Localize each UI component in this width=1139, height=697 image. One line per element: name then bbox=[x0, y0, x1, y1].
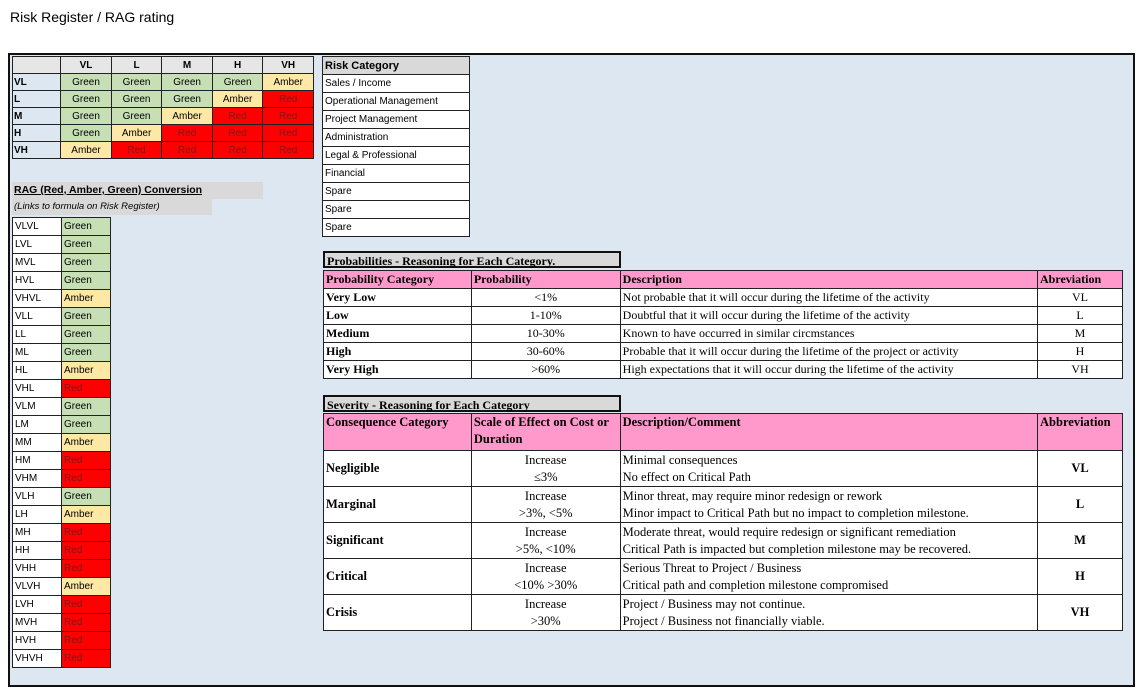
risk-category-row bbox=[323, 129, 470, 147]
conversion-key: VLL bbox=[13, 308, 62, 326]
matrix-row bbox=[13, 142, 314, 159]
conversion-value: Green bbox=[62, 308, 111, 326]
matrix-col-header: VH bbox=[263, 57, 314, 74]
prob-abbreviation: VL bbox=[1038, 289, 1123, 307]
matrix-cell: Amber bbox=[212, 91, 263, 108]
prob-category: Medium bbox=[324, 325, 472, 343]
conversion-row bbox=[13, 344, 111, 362]
conversion-value: Amber bbox=[62, 362, 111, 380]
risk-category-item: Spare bbox=[323, 183, 470, 201]
sev-scale bbox=[471, 451, 620, 487]
conversion-key: HL bbox=[13, 362, 62, 380]
conversion-key: MVH bbox=[13, 614, 62, 632]
matrix-cell: Green bbox=[162, 74, 213, 91]
matrix-row bbox=[13, 125, 314, 142]
matrix-cell: Amber bbox=[162, 108, 213, 125]
conversion-key: LL bbox=[13, 326, 62, 344]
risk-category-item: Financial bbox=[323, 165, 470, 183]
matrix-cell: Green bbox=[61, 74, 112, 91]
rag-conversion-note-block bbox=[12, 199, 212, 215]
probability-row bbox=[324, 325, 1123, 343]
matrix-cell: Red bbox=[212, 142, 263, 159]
conversion-value: Green bbox=[62, 488, 111, 506]
matrix-cell: Red bbox=[162, 125, 213, 142]
sev-category: Negligible bbox=[324, 451, 472, 487]
conversion-key: HM bbox=[13, 452, 62, 470]
conversion-row bbox=[13, 308, 111, 326]
conversion-row bbox=[13, 236, 111, 254]
sev-scale-line1: Increase bbox=[524, 524, 567, 539]
conversion-key: VLH bbox=[13, 488, 62, 506]
sev-description bbox=[620, 559, 1037, 595]
conversion-key: HH bbox=[13, 542, 62, 560]
sev-header: Abbreviation bbox=[1038, 414, 1123, 451]
prob-value: 10-30% bbox=[471, 325, 620, 343]
conversion-key: VHM bbox=[13, 470, 62, 488]
conversion-row bbox=[13, 560, 111, 578]
matrix-cell: Green bbox=[111, 108, 162, 125]
sev-description-line2: No effect on Critical Path bbox=[622, 469, 751, 484]
sev-description-line1: Serious Threat to Project / Business bbox=[622, 560, 802, 575]
conversion-key: LM bbox=[13, 416, 62, 434]
sev-scale-line1: Increase bbox=[524, 596, 567, 611]
conversion-key: VLM bbox=[13, 398, 62, 416]
matrix-cell: Green bbox=[111, 91, 162, 108]
matrix-row-header: M bbox=[13, 108, 61, 125]
conversion-key: VLVH bbox=[13, 578, 62, 596]
sev-abbreviation: VH bbox=[1038, 595, 1123, 631]
sev-scale bbox=[471, 487, 620, 523]
matrix-cell: Red bbox=[111, 142, 162, 159]
sev-scale-line1: Increase bbox=[524, 488, 567, 503]
conversion-row bbox=[13, 578, 111, 596]
sev-description-line1: Project / Business may not continue. bbox=[622, 596, 806, 611]
conversion-row bbox=[13, 632, 111, 650]
severity-row bbox=[324, 451, 1123, 487]
sev-category: Marginal bbox=[324, 487, 472, 523]
severity-row bbox=[324, 523, 1123, 559]
sev-scale bbox=[471, 595, 620, 631]
conversion-key: ML bbox=[13, 344, 62, 362]
probability-row bbox=[324, 361, 1123, 379]
conversion-row bbox=[13, 218, 111, 236]
sev-description-line2: Minor impact to Critical Path but no impact to completion milestone. bbox=[622, 505, 969, 520]
sev-category: Crisis bbox=[324, 595, 472, 631]
sev-scale bbox=[471, 559, 620, 595]
conversion-key: LVL bbox=[13, 236, 62, 254]
sev-scale bbox=[471, 523, 620, 559]
matrix-cell: Red bbox=[263, 108, 314, 125]
rag-conversion-title: RAG (Red, Amber, Green) Conversion bbox=[12, 182, 263, 199]
sev-abbreviation: VL bbox=[1038, 451, 1123, 487]
matrix-cell: Red bbox=[263, 142, 314, 159]
sev-description-line1: Minimal consequences bbox=[622, 452, 738, 467]
prob-header: Description bbox=[620, 271, 1037, 289]
matrix-cell: Red bbox=[263, 125, 314, 142]
rag-conversion-note: (Links to formula on Risk Register) bbox=[12, 199, 212, 215]
severity-row bbox=[324, 559, 1123, 595]
sev-scale-line2: <10% >30% bbox=[514, 577, 578, 592]
conversion-row bbox=[13, 614, 111, 632]
conversion-key: VHH bbox=[13, 560, 62, 578]
sev-description-line2: Critical Path is impacted but completion milestone may be recovered. bbox=[622, 541, 972, 556]
matrix-cell: Green bbox=[212, 74, 263, 91]
sev-description-line1: Minor threat, may require minor redesign or rework bbox=[622, 488, 883, 503]
matrix-cell: Red bbox=[212, 108, 263, 125]
conversion-value: Amber bbox=[62, 506, 111, 524]
matrix-cell: Green bbox=[111, 74, 162, 91]
conversion-row bbox=[13, 362, 111, 380]
prob-value: 30-60% bbox=[471, 343, 620, 361]
sev-abbreviation: H bbox=[1038, 559, 1123, 595]
sev-header: Consequence Category bbox=[324, 414, 472, 451]
prob-header: Abreviation bbox=[1038, 271, 1123, 289]
risk-category-row bbox=[323, 75, 470, 93]
conversion-key: MM bbox=[13, 434, 62, 452]
sev-scale-line2: >5%, <10% bbox=[515, 541, 576, 556]
conversion-value: Red bbox=[62, 632, 111, 650]
sev-header: Scale of Effect on Cost or Duration bbox=[471, 414, 620, 451]
conversion-value: Green bbox=[62, 416, 111, 434]
risk-category-table bbox=[322, 56, 470, 237]
spreadsheet-area bbox=[8, 53, 1135, 687]
conversion-value: Amber bbox=[62, 578, 111, 596]
prob-value: <1% bbox=[471, 289, 620, 307]
severity-title: Severity - Reasoning for Each Category bbox=[323, 395, 621, 412]
conversion-key: MVL bbox=[13, 254, 62, 272]
conversion-row bbox=[13, 452, 111, 470]
prob-description: Doubtful that it will occur during the lifetime of the activity bbox=[620, 307, 1037, 325]
matrix-row bbox=[13, 91, 314, 108]
conversion-key: VHVL bbox=[13, 290, 62, 308]
matrix-row-header: H bbox=[13, 125, 61, 142]
prob-description: Not probable that it will occur during the lifetime of the activity bbox=[620, 289, 1037, 307]
risk-category-row bbox=[323, 147, 470, 165]
conversion-row bbox=[13, 290, 111, 308]
sev-description bbox=[620, 487, 1037, 523]
matrix-row-header: VH bbox=[13, 142, 61, 159]
prob-category: Low bbox=[324, 307, 472, 325]
sev-scale-line1: Increase bbox=[524, 560, 567, 575]
matrix-cell: Red bbox=[162, 142, 213, 159]
sev-description-line1: Moderate threat, would require redesign or significant remediation bbox=[622, 524, 956, 539]
probability-row bbox=[324, 289, 1123, 307]
conversion-value: Red bbox=[62, 650, 111, 668]
prob-header: Probability bbox=[471, 271, 620, 289]
matrix-row bbox=[13, 74, 314, 91]
risk-category-row bbox=[323, 111, 470, 129]
conversion-value: Amber bbox=[62, 290, 111, 308]
matrix-corner bbox=[13, 57, 61, 74]
sev-scale-line2: ≤3% bbox=[533, 469, 558, 484]
prob-description: High expectations that it will occur during the lifetime of the activity bbox=[620, 361, 1037, 379]
prob-description: Probable that it will occur during the lifetime of the project or activity bbox=[620, 343, 1037, 361]
conversion-row bbox=[13, 488, 111, 506]
conversion-key: MH bbox=[13, 524, 62, 542]
prob-value: 1-10% bbox=[471, 307, 620, 325]
probability-row bbox=[324, 307, 1123, 325]
probabilities-title: Probabilities - Reasoning for Each Category. bbox=[323, 251, 621, 268]
prob-description: Known to have occurred in similar circmstances bbox=[620, 325, 1037, 343]
sev-scale-line2: >3%, <5% bbox=[518, 505, 573, 520]
sev-scale-line1: Increase bbox=[524, 452, 567, 467]
sev-description-line2: Critical path and completion milestone compromised bbox=[622, 577, 889, 592]
conversion-row bbox=[13, 434, 111, 452]
conversion-row bbox=[13, 380, 111, 398]
matrix-cell: Red bbox=[212, 125, 263, 142]
matrix-cell: Red bbox=[263, 91, 314, 108]
conversion-value: Amber bbox=[62, 434, 111, 452]
prob-abbreviation: M bbox=[1038, 325, 1123, 343]
conversion-row bbox=[13, 272, 111, 290]
rag-conversion-table bbox=[12, 217, 111, 668]
prob-category: Very High bbox=[324, 361, 472, 379]
severity-row bbox=[324, 487, 1123, 523]
sev-description bbox=[620, 523, 1037, 559]
sev-description bbox=[620, 451, 1037, 487]
conversion-value: Green bbox=[62, 254, 111, 272]
risk-category-item: Operational Management bbox=[323, 93, 470, 111]
matrix-col-header: VL bbox=[61, 57, 112, 74]
matrix-col-header: H bbox=[212, 57, 263, 74]
sev-abbreviation: L bbox=[1038, 487, 1123, 523]
conversion-value: Green bbox=[62, 218, 111, 236]
conversion-value: Green bbox=[62, 398, 111, 416]
conversion-row bbox=[13, 326, 111, 344]
matrix-cell: Amber bbox=[263, 74, 314, 91]
risk-category-item: Sales / Income bbox=[323, 75, 470, 93]
prob-value: >60% bbox=[471, 361, 620, 379]
conversion-key: LH bbox=[13, 506, 62, 524]
prob-category: High bbox=[324, 343, 472, 361]
severity-row bbox=[324, 595, 1123, 631]
conversion-key: VHVH bbox=[13, 650, 62, 668]
risk-category-item: Legal & Professional bbox=[323, 147, 470, 165]
risk-category-item: Administration bbox=[323, 129, 470, 147]
matrix-row-header: L bbox=[13, 91, 61, 108]
risk-category-header: Risk Category bbox=[323, 57, 470, 75]
sev-header: Description/Comment bbox=[620, 414, 1037, 451]
prob-header: Probability Category bbox=[324, 271, 472, 289]
conversion-value: Green bbox=[62, 236, 111, 254]
conversion-value: Red bbox=[62, 380, 111, 398]
conversion-value: Red bbox=[62, 614, 111, 632]
matrix-col-header: M bbox=[162, 57, 213, 74]
probability-row bbox=[324, 343, 1123, 361]
conversion-value: Green bbox=[62, 344, 111, 362]
matrix-row bbox=[13, 108, 314, 125]
risk-category-row bbox=[323, 219, 470, 237]
risk-category-row bbox=[323, 165, 470, 183]
conversion-key: HVL bbox=[13, 272, 62, 290]
matrix-row-header: VL bbox=[13, 74, 61, 91]
conversion-value: Green bbox=[62, 272, 111, 290]
conversion-row bbox=[13, 650, 111, 668]
conversion-row bbox=[13, 596, 111, 614]
conversion-value: Red bbox=[62, 470, 111, 488]
sev-description bbox=[620, 595, 1037, 631]
risk-category-item: Spare bbox=[323, 201, 470, 219]
conversion-value: Green bbox=[62, 326, 111, 344]
risk-category-item: Project Management bbox=[323, 111, 470, 129]
risk-category-row bbox=[323, 201, 470, 219]
matrix-cell: Green bbox=[61, 108, 112, 125]
matrix-cell: Green bbox=[61, 125, 112, 142]
risk-category-row bbox=[323, 183, 470, 201]
conversion-row bbox=[13, 524, 111, 542]
matrix-cell: Green bbox=[61, 91, 112, 108]
conversion-row bbox=[13, 416, 111, 434]
rag-conversion-section bbox=[12, 182, 263, 199]
matrix-cell: Amber bbox=[61, 142, 112, 159]
rag-matrix bbox=[12, 56, 314, 159]
conversion-row bbox=[13, 254, 111, 272]
risk-category-item: Spare bbox=[323, 219, 470, 237]
conversion-row bbox=[13, 398, 111, 416]
conversion-value: Red bbox=[62, 596, 111, 614]
severity-table bbox=[323, 413, 1123, 631]
conversion-value: Red bbox=[62, 560, 111, 578]
matrix-cell: Green bbox=[162, 91, 213, 108]
sev-category: Significant bbox=[324, 523, 472, 559]
risk-category-row bbox=[323, 93, 470, 111]
page-title: Risk Register / RAG rating bbox=[10, 9, 175, 25]
sev-abbreviation: M bbox=[1038, 523, 1123, 559]
conversion-row bbox=[13, 470, 111, 488]
conversion-value: Red bbox=[62, 524, 111, 542]
sev-category: Critical bbox=[324, 559, 472, 595]
probabilities-table bbox=[323, 270, 1123, 379]
conversion-key: VLVL bbox=[13, 218, 62, 236]
prob-abbreviation: VH bbox=[1038, 361, 1123, 379]
matrix-col-header: L bbox=[111, 57, 162, 74]
conversion-value: Red bbox=[62, 542, 111, 560]
prob-category: Very Low bbox=[324, 289, 472, 307]
conversion-key: HVH bbox=[13, 632, 62, 650]
conversion-row bbox=[13, 542, 111, 560]
sev-description-line2: Project / Business not financially viable. bbox=[622, 613, 825, 628]
conversion-row bbox=[13, 506, 111, 524]
matrix-cell: Amber bbox=[111, 125, 162, 142]
conversion-key: LVH bbox=[13, 596, 62, 614]
sev-scale-line2: >30% bbox=[530, 613, 561, 628]
prob-abbreviation: L bbox=[1038, 307, 1123, 325]
prob-abbreviation: H bbox=[1038, 343, 1123, 361]
conversion-key: VHL bbox=[13, 380, 62, 398]
conversion-value: Red bbox=[62, 452, 111, 470]
